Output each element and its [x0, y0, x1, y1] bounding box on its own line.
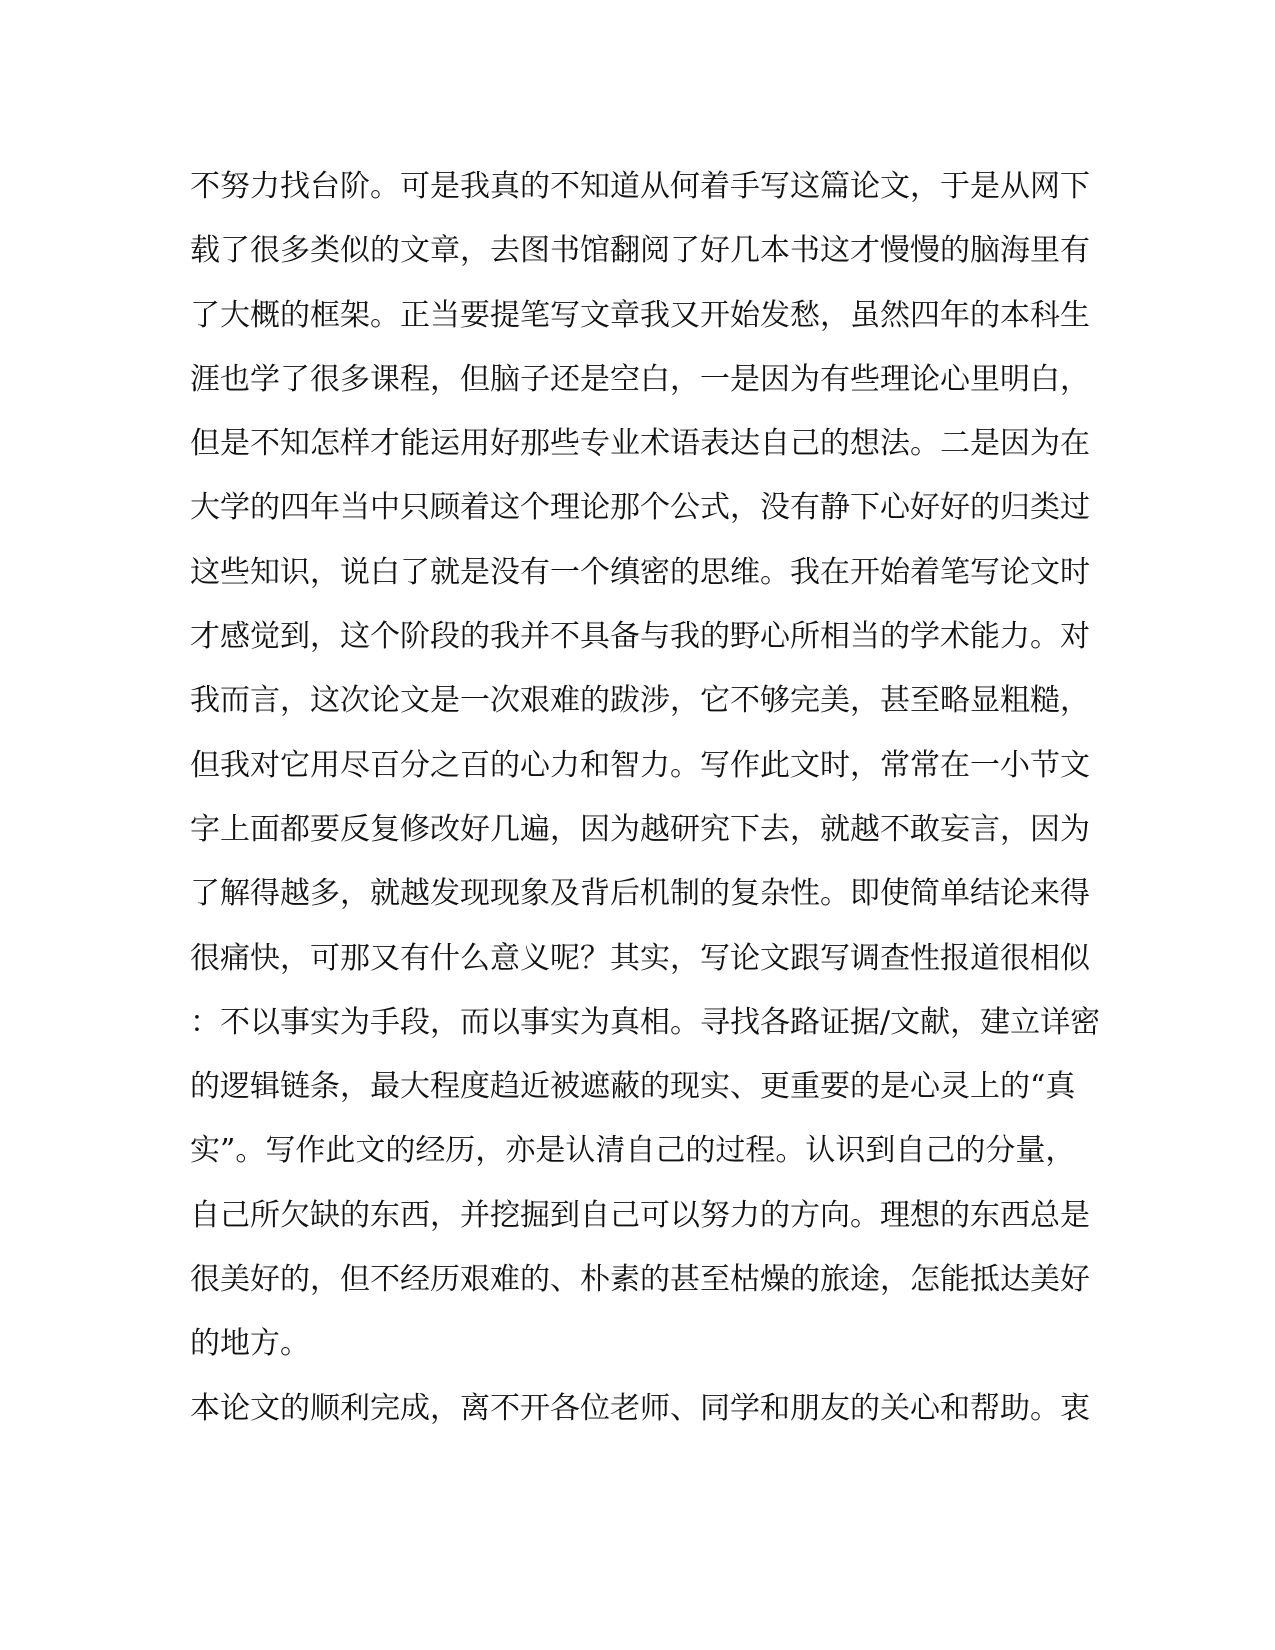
text-line: 载了很多类似的文章，去图书馆翻阅了好几本书这才慢慢的脑海里有 [190, 233, 1090, 269]
text-line: 不努力找台阶。可是我真的不知道从何着手写这篇论文，于是从网下 [190, 169, 1090, 204]
text-line: 本论文的顺利完成，离不开各位老师、同学和朋友的关心和帮助。衷 [190, 1390, 1090, 1426]
text-line: 实”。写作此文的经历，亦是认清自己的过程。认识到自己的分量， [190, 1133, 1076, 1169]
body-text [190, 155, 1101, 1441]
text-line: 了解得越多，就越发现现象及背后机制的复杂性。即使简单结论来得 [190, 876, 1090, 912]
text-line: 很痛快，可那又有什么意义呢？其实，写论文跟写调查性报道很相似 [190, 940, 1090, 976]
text-line: 自己所欠缺的东西，并挖掘到自己可以努力的方向。理想的东西总是 [190, 1197, 1090, 1233]
text-line: 了大概的框架。正当要提笔写文章我又开始发愁，虽然四年的本科生 [190, 297, 1090, 333]
text-line: 我而言，这次论文是一次艰难的跋涉，它不够完美，甚至略显粗糙， [190, 683, 1090, 719]
text-line: 涯也学了很多课程，但脑子还是空白，一是因为有些理论心里明白， [190, 361, 1090, 397]
text-line: 字上面都要反复修改好几遍，因为越研究下去，就越不敢妄言，因为 [190, 811, 1090, 847]
text-line: 才感觉到，这个阶段的我并不具备与我的野心所相当的学术能力。对 [190, 619, 1090, 655]
text-line: 的地方。 [190, 1326, 310, 1362]
text-line: ：不以事实为手段，而以事实为真相。寻找各路证据/文献，建立详密 [190, 1004, 1101, 1040]
text-line: 但是不知怎样才能运用好那些专业术语表达自己的想法。二是因为在 [190, 426, 1090, 462]
text-line: 但我对它用尽百分之百的心力和智力。写作此文时，常常在一小节文 [190, 747, 1090, 783]
text-line: 这些知识，说白了就是没有一个缜密的思维。我在开始着笔写论文时 [190, 554, 1090, 590]
text-line: 大学的四年当中只顾着这个理论那个公式，没有静下心好好的归类过 [190, 490, 1090, 526]
text-line: 很美好的，但不经历艰难的、朴素的甚至枯燥的旅途，怎能抵达美好 [190, 1262, 1090, 1298]
text-line: 的逻辑链条，最大程度趋近被遮蔽的现实、更重要的是心灵上的“真 [190, 1069, 1076, 1105]
